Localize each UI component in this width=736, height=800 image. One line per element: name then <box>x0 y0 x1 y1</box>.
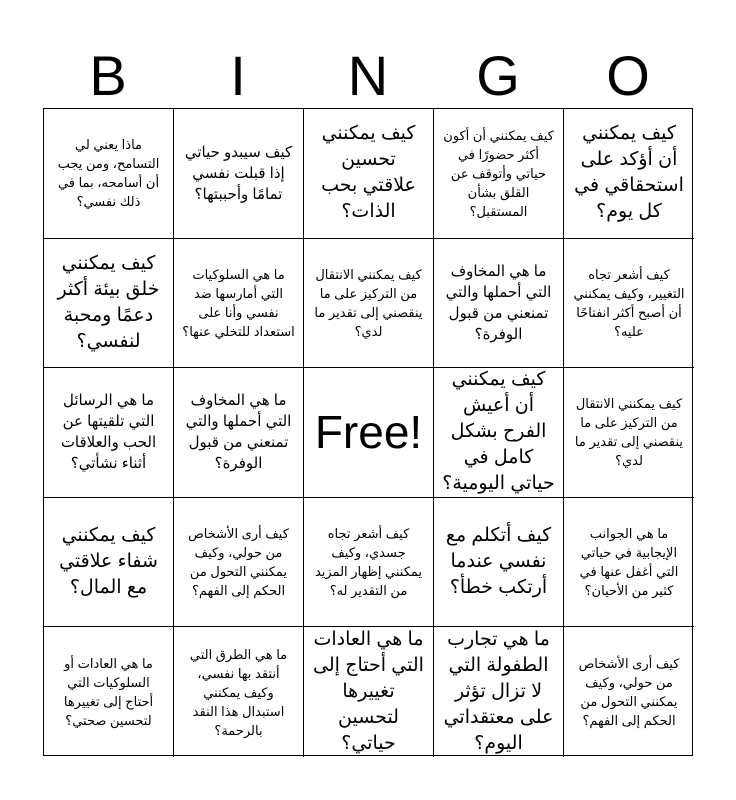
cell-text: ما هي العادات أو السلوكيات التي أحتاج إلى تغييرها لتحسين صحتي؟ <box>63 656 154 729</box>
bingo-cell[interactable] <box>564 498 694 628</box>
bingo-cell[interactable] <box>174 627 304 757</box>
header-letter-b: B <box>89 44 127 107</box>
bingo-cell[interactable] <box>564 627 694 757</box>
cell-text: ما هي تجارب الطفولة التي لا تزال تؤثر على معتقداتي اليوم؟ <box>443 629 554 755</box>
free-space-label: Free! <box>314 406 423 459</box>
cell-text: ما هي الجوانب الإيجابية في حياتي التي أغفل عنها في كثير من الأحيان؟ <box>579 526 679 599</box>
bingo-cell[interactable] <box>44 109 174 239</box>
bingo-cell[interactable] <box>564 368 694 498</box>
bingo-cell[interactable] <box>304 627 434 757</box>
header-letter-o: O <box>606 44 650 107</box>
cell-text: ما هي المخاوف التي أحملها والتي تمنعني من قبول الوفرة؟ <box>445 262 552 343</box>
cell-text: ما هي الطرق التي أنتقد بها نفسي، وكيف يمكنني استبدال هذا النقد بالرحمة؟ <box>189 646 288 738</box>
cell-text: كيف أشعر تجاه التغيير، وكيف يمكنني أن أصبح أكثر انفتاحًا عليه؟ <box>573 266 685 339</box>
bingo-cell[interactable] <box>44 498 174 628</box>
bingo-header <box>43 44 693 108</box>
cell-text: ما هي السلوكيات التي أمارسها ضد نفسي وأنا على استعداد للتخلي عنها؟ <box>182 266 295 339</box>
bingo-cell[interactable] <box>304 498 434 628</box>
bingo-cell[interactable] <box>434 627 564 757</box>
bingo-cell[interactable] <box>174 239 304 369</box>
bingo-cell[interactable] <box>434 109 564 239</box>
cell-text: كيف يمكنني أن أعيش الفرح بشكل كامل في حياتي اليومية؟ <box>442 369 555 495</box>
bingo-cell[interactable] <box>564 109 694 239</box>
bingo-cell[interactable] <box>44 368 174 498</box>
free-space[interactable] <box>304 368 434 498</box>
bingo-cell[interactable] <box>44 239 174 369</box>
cell-text: كيف يمكنني الانتقال من التركيز على ما ينقصني إلى تقدير ما لدي؟ <box>314 266 423 339</box>
cell-text: ما هي المخاوف التي أحملها والتي تمنعني من قبول الوفرة؟ <box>185 392 292 473</box>
bingo-cell[interactable] <box>434 368 564 498</box>
bingo-cell[interactable] <box>174 109 304 239</box>
bingo-cell[interactable] <box>174 368 304 498</box>
bingo-cell[interactable] <box>434 239 564 369</box>
cell-text: كيف يمكنني أن أؤكد على استحقاقي في كل يوم؟ <box>574 123 684 223</box>
cell-text: ما هي الرسائل التي تلقيتها عن الحب والعلاقات أثناء نشأتي؟ <box>60 392 157 473</box>
header-letter-i: I <box>230 44 246 107</box>
bingo-cell[interactable] <box>434 498 564 628</box>
cell-text: كيف يمكنني أن أكون أكثر حضورًا في حياتي وأتوقف عن القلق بشأن المستقبل؟ <box>443 127 554 219</box>
cell-text: كيف يمكنني خلق بيئة أكثر دعمًا ومحبة لنفسي؟ <box>57 252 160 352</box>
cell-text: كيف يمكنني تحسين علاقتي بحب الذات؟ <box>321 123 416 223</box>
cell-text: كيف يمكنني الانتقال من التركيز على ما ينقصني إلى تقدير ما لدي؟ <box>574 396 684 469</box>
bingo-cell[interactable] <box>174 498 304 628</box>
bingo-cell[interactable] <box>564 239 694 369</box>
bingo-cell[interactable] <box>44 627 174 757</box>
cell-text: ما هي العادات التي أحتاج إلى تغييرها لتحسين حياتي؟ <box>313 629 424 755</box>
cell-text: كيف أتكلم مع نفسي عندما أرتكب خطأ؟ <box>445 525 552 599</box>
cell-text: ماذا يعني لي التسامح، ومن يجب أن أسامحه، بما في ذلك نفسي؟ <box>57 137 160 210</box>
header-letter-g: G <box>476 44 520 107</box>
cell-text: كيف يمكنني شفاء علاقتي مع المال؟ <box>59 525 158 599</box>
cell-text: كيف أرى الأشخاص من حولي، وكيف يمكنني التحول من الحكم إلى الفهم؟ <box>578 656 680 729</box>
header-letter-n: N <box>347 44 389 107</box>
cell-text: كيف أرى الأشخاص من حولي، وكيف يمكنني التحول من الحكم إلى الفهم؟ <box>188 526 289 599</box>
bingo-cell[interactable] <box>304 239 434 369</box>
bingo-grid <box>43 108 693 756</box>
cell-text: كيف سيبدو حياتي إذا قبلت نفسي تمامًا وأحببتها؟ <box>184 143 293 203</box>
bingo-cell[interactable] <box>304 109 434 239</box>
cell-text: كيف أشعر تجاه جسدي، وكيف يمكنني إظهار المزيد من التقدير له؟ <box>314 526 423 599</box>
